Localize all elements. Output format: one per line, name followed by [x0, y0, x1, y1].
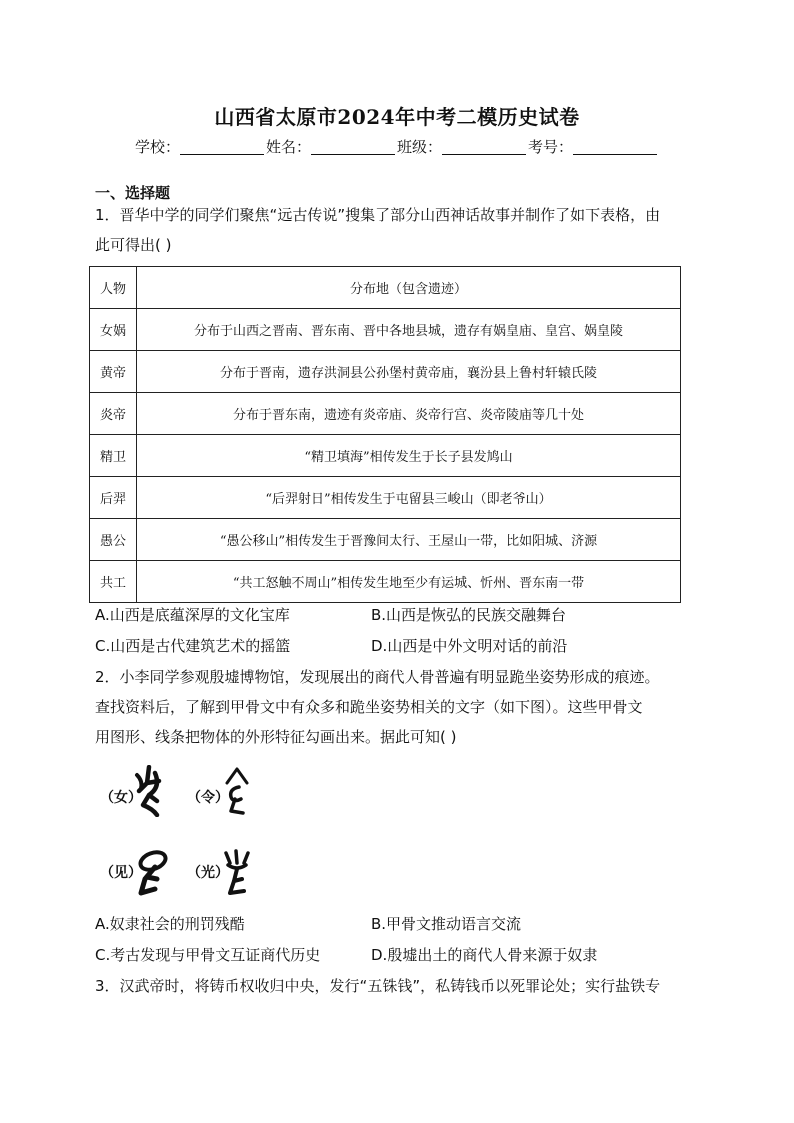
- class-blank[interactable]: [442, 140, 526, 155]
- table-cell-location: 分布于晋南，遗存洪洞县公孙堡村黄帝庙，襄汾县上鲁村轩辕氏陵: [137, 351, 681, 393]
- oracle-glyph-nv-icon: [133, 765, 167, 817]
- question-2-line-3: 用图形、线条把物体的外形特征勾画出来。据此可知( ): [95, 728, 457, 746]
- table-header-row: [90, 267, 681, 309]
- q1-option-c[interactable]: C.山西是古代建筑艺术的摇篮: [95, 637, 291, 655]
- oracle-glyph-ling-icon: [223, 767, 249, 815]
- question-1-line-1: 1．晋华中学的同学们聚焦“远古传说”搜集了部分山西神话故事并制作了如下表格，由: [95, 206, 661, 224]
- glyph-label-guang: （光）: [187, 865, 229, 881]
- table-row: [90, 561, 681, 603]
- question-2-line-1: 2．小李同学参观殷墟博物馆，发现展出的商代人骨普遍有明显跪坐姿势形成的痕迹。: [95, 668, 660, 686]
- question-1-stem: [95, 200, 700, 260]
- school-label: 学校：: [134, 138, 180, 156]
- table-row: [90, 435, 681, 477]
- table-cell-location: “后羿射日”相传发生于屯留县三峻山（即老爷山）: [137, 477, 681, 519]
- glyph-label-jian: （见）: [100, 865, 142, 881]
- q2-option-c[interactable]: C.考古发现与甲骨文互证商代历史: [95, 946, 321, 964]
- q1-option-d[interactable]: D.山西是中外文明对话的前沿: [371, 637, 568, 655]
- oracle-bone-glyphs: [95, 765, 395, 905]
- table-cell-location: 分布于晋东南，遗迹有炎帝庙、炎帝行宫、炎帝陵庙等几十处: [137, 393, 681, 435]
- table-cell-figure: 愚公: [90, 519, 137, 561]
- exam-number-label: 考号：: [528, 138, 574, 156]
- table-cell-figure: 女娲: [90, 309, 137, 351]
- student-info-line: [0, 136, 794, 157]
- exam-number-blank[interactable]: [573, 140, 657, 155]
- table-cell-figure: 黄帝: [90, 351, 137, 393]
- question-2-line-2: 查找资料后，了解到甲骨文中有众多和跪坐姿势相关的文字（如下图）。这些甲骨文: [95, 698, 643, 716]
- question-1-line-2: 此可得出( ): [95, 236, 172, 254]
- table-cell-location: “精卫填海”相传发生于长子县发鸠山: [137, 435, 681, 477]
- myth-table: [89, 266, 681, 603]
- q1-option-a[interactable]: A.山西是底蕴深厚的文化宝库: [95, 606, 290, 624]
- oracle-glyph-jian-icon: [135, 849, 169, 897]
- table-row: [90, 309, 681, 351]
- question-3-line-1: 3．汉武帝时，将铸币权收归中央，发行“五铢钱”，私铸钱币以死罪论处；实行盐铁专: [95, 977, 661, 995]
- table-cell-figure: 炎帝: [90, 393, 137, 435]
- section-heading: 一、选择题: [95, 184, 171, 202]
- table-header-cell: 人物: [90, 267, 137, 309]
- question-2-stem: [95, 662, 700, 752]
- class-label: 班级：: [397, 138, 443, 156]
- glyph-label-ling: （令）: [187, 790, 229, 806]
- oracle-glyph-guang-icon: [222, 849, 252, 897]
- table-cell-figure: 共工: [90, 561, 137, 603]
- table-cell-figure: 精卫: [90, 435, 137, 477]
- school-blank[interactable]: [180, 140, 264, 155]
- table-cell-location: 分布于山西之晋南、晋东南、晋中各地县城，遗存有娲皇庙、皇宫、娲皇陵: [137, 309, 681, 351]
- table-row: [90, 393, 681, 435]
- name-blank[interactable]: [311, 140, 395, 155]
- table-row: [90, 477, 681, 519]
- name-label: 姓名：: [265, 138, 311, 156]
- q2-option-d[interactable]: D.殷墟出土的商代人骨来源于奴隶: [371, 946, 598, 964]
- table-cell-location: “愚公移山”相传发生于晋豫间太行、王屋山一带，比如阳城、济源: [137, 519, 681, 561]
- table-row: [90, 519, 681, 561]
- q1-option-b[interactable]: B.山西是恢弘的民族交融舞台: [371, 606, 567, 624]
- q2-option-b[interactable]: B.甲骨文推动语言交流: [371, 915, 522, 933]
- q2-option-a[interactable]: A.奴隶社会的刑罚残酷: [95, 915, 245, 933]
- exam-title: 山西省太原市2024年中考二模历史试卷: [214, 105, 580, 129]
- table-header-cell: 分布地（包含遗迹）: [137, 267, 681, 309]
- table-cell-location: “共工怒触不周山”相传发生地至少有运城、忻州、晋东南一带: [137, 561, 681, 603]
- table-row: [90, 351, 681, 393]
- question-3-stem: [95, 971, 700, 1001]
- table-cell-figure: 后羿: [90, 477, 137, 519]
- glyph-label-nv: （女）: [100, 790, 142, 806]
